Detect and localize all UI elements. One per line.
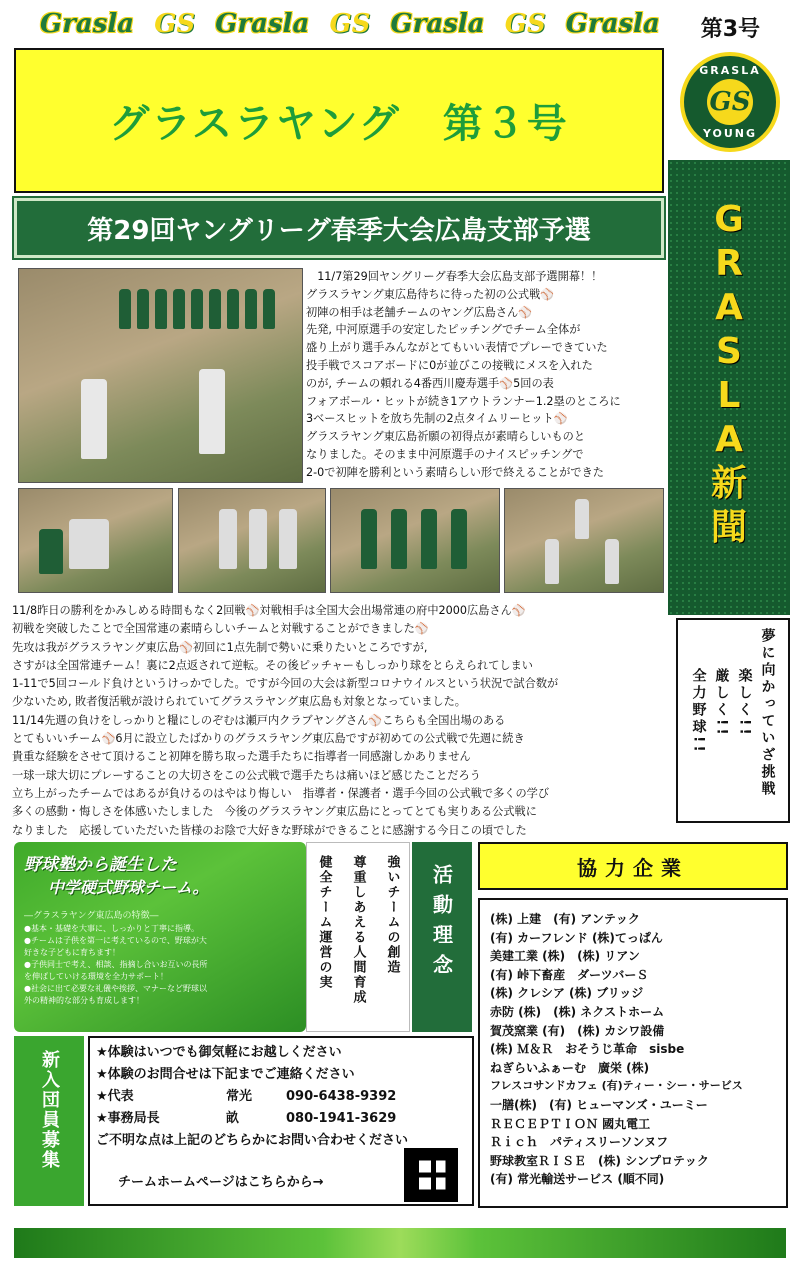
paper-name-char: L [717,375,741,416]
grasla-wordmark: Grasla [215,9,310,39]
principle: 健全チーム運営の実 [316,855,332,990]
sponsor-line: ねぎらいふぁーむ 廣栄 (株) [490,1060,650,1075]
principles-box [306,842,410,1032]
promo-feature: ●子供同士で考え、相談、指摘し合いお互いの長所を伸ばしていける環境を全力サポート！ [24,960,208,981]
sponsor-line: 一膳(株) (有) ヒューマンズ・ユーミー [490,1097,708,1112]
players-photo [178,488,326,593]
info-line: ★体験はいつでも御気軽にお越しください [96,1045,342,1060]
sponsors-heading [478,842,788,890]
article-day1 [306,268,638,482]
article-line: さすがは全国常連チーム！裏に2点返されて逆転。その後ピッチャーもしっかり球をとらえられてしまい [12,658,533,672]
sponsor-line: 美建工業 (株) (株) リアン [490,949,640,964]
motto-line: 夢に向かっていざ挑戦 [759,628,776,798]
issue-number: 第3号 [700,17,760,42]
field-photo [504,488,664,593]
article-line: 少ないため, 敗者復活戦が設けられていてグラスラヤング東広島も対象となっていました。 [12,695,466,709]
article-line: 2-0で初陣を勝利という素晴らしい形で終えることができた [306,465,604,479]
sponsor-line: Ｒｉｃｈ パティスリーソンヌフ [490,1135,669,1150]
gs-mark: GS [329,9,371,39]
article-line: 11/14先週の負けをしっかりと糧にしのぞむは瀬戸内クラブヤングさん⚾こちらも全国出場のある [12,713,506,727]
logo-mark: GS [707,79,753,125]
motto-line: 厳しく!! [713,668,730,738]
sponsors-title: 協力企業 [577,855,689,880]
article-line: 1-11で5回コールド負けというけっかでした。ですが今回の大会は新型コロナウイルスという状況で試合数が [12,677,559,691]
article-line: 初陣の相手は老舗チームのヤング広島さん⚾ [306,305,533,319]
slide-photo [18,488,173,593]
paper-name-char: A [715,287,743,328]
article-line: なりました。そのまま中河原選手のナイスピッチングで [306,447,584,461]
article-day2 [12,602,664,840]
qr-code-icon[interactable] [404,1148,458,1202]
article-line: 先発, 中河原選手の安定したピッチングでチーム全体が [306,323,581,337]
promo-features-list [24,923,214,1007]
paper-name-char: A [715,419,743,460]
logo-bottom-text: YOUNG [702,127,758,140]
sponsor-line: (株) 上建 (有) アンテック [490,912,640,926]
sponsors-list [478,898,788,1208]
team-logo [680,52,780,152]
rep-name: 常光 [226,1089,253,1104]
homepage-link[interactable]: チームホームページはこちらから→ [118,1175,324,1190]
recruit-label-text: 新入団員募集 [39,1050,60,1170]
principles-label [412,842,472,1032]
sponsor-line: (株) クレシア (株) ブリッジ [490,986,644,1001]
logo-top-text: GRASLA [699,64,761,77]
section-heading [14,198,664,258]
section-heading-text: 第29回ヤングリーグ春季大会広島支部予選 [87,215,591,246]
info-line: ★体験のお問合せは下記までご連絡ください [96,1067,355,1082]
secretary-contact [96,1108,466,1130]
grasla-wordmark: Grasla [565,9,660,39]
rep-label: ★代表 [96,1089,134,1104]
paper-name-char: S [716,331,742,372]
bench-photo [330,488,500,593]
recruit-label [14,1036,84,1206]
sponsor-line: ＲＥＣＥＰＴＩＯＮ 國丸電工 [490,1116,651,1131]
principle: 尊重しあえる人間育成 [350,855,366,1005]
promo-image [14,842,306,1032]
grasla-wordmark: Grasla [390,9,485,39]
article-line: 初戦を突破したことで全国常連の素晴らしいチームと対戦することができました⚾ [12,622,429,636]
article-line: なりました 応援していただいた皆様のお陰で大好きな野球ができることに感謝する今日この頃でした [12,823,527,837]
header-logo-strip [40,4,660,44]
principle: 強いチームの創造 [384,855,400,975]
sponsor-line: 赤防 (株) (株) ネクストホーム [490,1004,665,1019]
gs-mark: GS [154,9,196,39]
article-line: 先攻は我がグラスラヤング東広島⚾初回に1点先制で勢いに乗りたいところですが, [12,640,428,654]
motto-line: 全力野球!! [690,668,707,755]
principles-label-text: 活動理念 [429,864,454,984]
promo-subheadline: 中学硬式野球チーム。 [48,878,209,897]
sponsor-line: フレスコサンドカフェ (有)ティー・シー・サービス [490,1079,743,1093]
article-line: グラスラヤング東広島待ちに待った初の公式戦⚾ [306,287,555,301]
sponsor-line: (株) Ｍ＆Ｒ おそうじ革命 sisbe [490,1042,685,1057]
promo-features-title: ―グラスラヤング東広島の特徴― [24,911,159,921]
article-line: 11/8昨日の勝利をかみしめる時間もなく2回戦⚾対戦相手は全国大会出場常連の府中2000広島さん⚾ [12,604,526,617]
sponsor-line: (有) 峠下畜産 ダーツバーＳ [490,967,649,982]
article-line: 立ち上がったチームではあるが負けるのはやはり悔しい 指導者・保護者・選手今回の公式戦で多くの学び [12,786,550,800]
rep-phone[interactable]: 090-6438-9392 [286,1089,397,1104]
gs-mark: GS [504,9,546,39]
paper-name-char: G [714,199,744,240]
article-line: 3ベースヒットを放ち先制の2点タイムリーヒット⚾ [306,412,568,426]
promo-feature: ●チームは子供を第一に考えているので、野球が大好きな子どもに育ちます！ [24,936,207,957]
article-line: 盛り上がり選手みんながとてもいい表情でプレーできていた [306,341,608,355]
article-line: 一球一球大切にプレーすることの大切さをこの公式戦で選手たちは痛いほど感じたことだろう [12,768,481,782]
secretary-label: ★事務局長 [96,1111,160,1126]
motto-box [676,618,790,823]
paper-name-char: 新 [710,463,747,504]
sponsor-line: (有) 常光輸送サービス (順不同) [490,1172,665,1187]
paper-name-band [668,160,790,615]
team-lineup-photo [18,268,303,483]
page-title: グラスラヤング 第３号 [109,101,569,147]
promo-feature: ●社会に出て必要な礼儀や挨拶、マナーなど野球以外の精神的な部分も育成します！ [24,984,207,1005]
article-line: グラスラヤング東広島祈願の初得点が素晴らしいものと [306,430,586,444]
promo-feature: ●基本・基礎を大事に、しっかりと丁寧に指導。 [24,924,199,933]
sponsor-line: 野球教室ＲＩＳＥ (株) シンプロテック [490,1153,709,1168]
article-line: 多くの感動・悔しさを体感いたしました 今後のグラスラヤング東広島にとってとても実りある公式戦に [12,805,537,819]
secretary-phone[interactable]: 080-1941-3629 [286,1111,397,1126]
article-line: フォアボール・ヒットが続き1アウトランナー1.2塁のところに [306,394,621,408]
article-line: のが, チームの頼れる4番西川慶寿選手⚾5回の表 [306,376,554,390]
promo-headline: 野球塾から誕生した [24,855,177,875]
title-banner [14,48,664,193]
article-line: 貴重な経験をさせて頂けること初陣を勝ち取った選手たちに指導者一同感謝しかありません [12,750,471,764]
sponsor-line: (有) カーフレンド (株)てっぱん [490,930,663,945]
paper-name-char: 聞 [710,507,747,548]
article-line: 11/7第29回ヤングリーグ春季大会広島支部予選開幕！！ [306,270,603,283]
paper-name-char: R [715,243,743,284]
footer-bar [14,1228,786,1258]
motto-line: 楽しく!! [736,668,753,738]
article-line: 投手戦でスコアボードに0が並びこの接戦にメスを入れた [306,358,593,372]
grasla-wordmark: Grasla [40,9,135,39]
article-line: とてもいいチーム⚾6月に設立したばかりのグラスラヤング東広島ですが初めての公式戦で先週に続き [12,732,525,746]
info-line: ご不明な点は上記のどちらかにお問い合わせください [96,1133,409,1148]
rep-contact [96,1086,466,1108]
sponsor-line: 賀茂窯業 (有) (株) カシワ設備 [490,1023,665,1038]
secretary-name: 畝 [226,1111,240,1126]
